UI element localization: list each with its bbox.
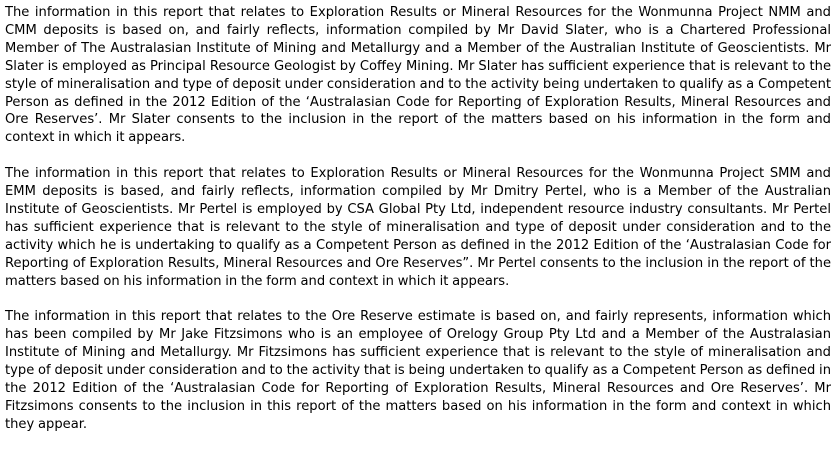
- statement-paragraph-pertel: The information in this report that relates to Exploration Results or Mineral Resources for the Wonmunna Project SMM and EMM deposits is based, and fairly reflects, information compiled by Mr Dmitry Pertel, who is a Member of the Australian Institute of Geoscientists. Mr Pertel is employed by CSA Global Pty Ltd, independent resource industry consultants. Mr Pertel has sufficient experience that is relevant to the style of mineralisation and type of deposit under consideration and to the activity which he is undertaking to qualify as a Competent Person as defined in the 2012 Edition of the ‘Australasian Code for Reporting of Exploration Results, Mineral Resources and Ore Reserves”. Mr Pertel consents to the inclusion in the report of the matters based on his information in the form and context in which it appears.: [5, 166, 831, 289]
- competent-person-statements: [5, 4, 831, 434]
- statement-paragraph-fitzsimons: The information in this report that relates to the Ore Reserve estimate is based on, and fairly represents, information which has been compiled by Mr Jake Fitzsimons who is an employee of Orelogy Group Pty Ltd and a Member of the Australasian Institute of Mining and Metallurgy. Mr Fitzsimons has sufficient experience that is relevant to the style of mineralisation and type of deposit under consideration and to the activity that is being undertaken to qualify as a Competent Person as defined in the 2012 Edition of the ‘Australasian Code for Reporting of Exploration Results, Mineral Resources and Ore Reserves’. Mr Fitzsimons consents to the inclusion in this report of the matters based on his information in the form and context in which they appear.: [5, 309, 831, 432]
- statement-paragraph-slater: The information in this report that relates to Exploration Results or Mineral Resources for the Wonmunna Project NMM and CMM deposits is based on, and fairly reflects, information compiled by Mr David Slater, who is a Chartered Professional Member of The Australasian Institute of Mining and Metallurgy and a Member of the Australian Institute of Geoscientists. Mr Slater is employed as Principal Resource Geologist by Coffey Mining. Mr Slater has sufficient experience that is relevant to the style of mineralisation and type of deposit under consideration and to the activity being undertaken to qualify as a Competent Person as defined in the 2012 Edition of the ‘Australasian Code for Reporting of Exploration Results, Mineral Resources and Ore Reserves’. Mr Slater consents to the inclusion in the report of the matters based on his information in the form and context in which it appears.: [5, 5, 831, 146]
